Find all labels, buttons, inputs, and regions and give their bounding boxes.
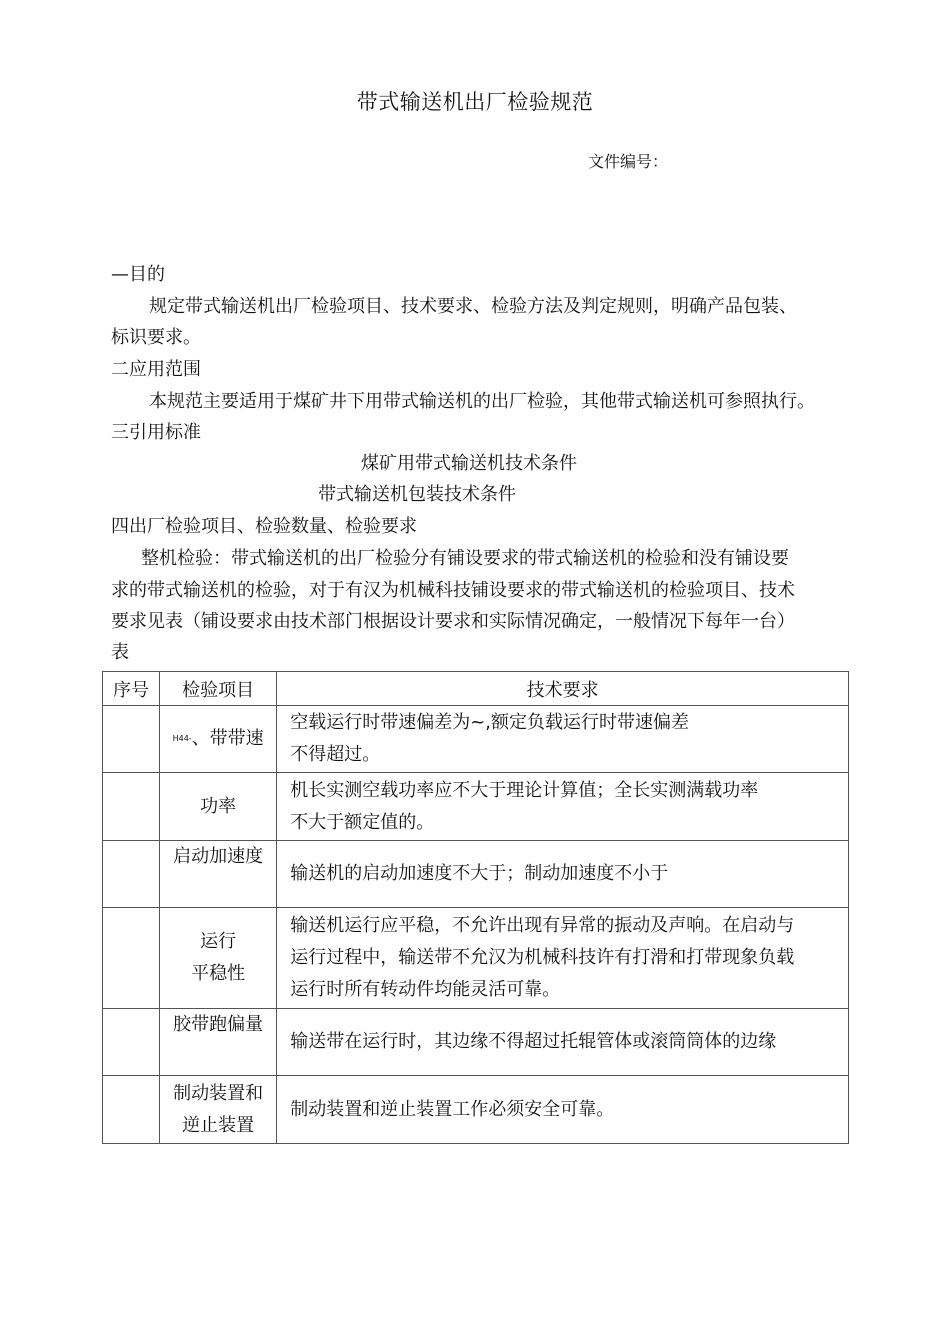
requirement-line: 运行时所有转动件均能灵活可靠。	[290, 979, 561, 1000]
section-inspection-body: 整机检验：带式输送机的出厂检验分有铺设要求的带式输送机的检验和没有铺设要	[141, 548, 789, 569]
table-label: 表	[111, 642, 129, 663]
requirement-line: 不大于额定值的。	[290, 811, 435, 833]
table-row	[103, 706, 849, 773]
row-serial-no	[103, 706, 160, 773]
requirement-line: 制动装置和逆止装置工作必须安全可靠。	[290, 1098, 615, 1120]
row-item-label: 、带带速	[191, 728, 264, 749]
header-technical-requirement: 技术要求	[277, 672, 849, 706]
inspection-table	[102, 671, 849, 1144]
row-item-power: 功率	[160, 773, 277, 841]
item-line: 逆止装置	[182, 1114, 255, 1136]
section-scope-heading: 二应用范围	[111, 359, 201, 380]
item-line: 制动装置和	[173, 1082, 264, 1104]
requirement-line: 输送机的启动加速度不大于；制动加速度不小于	[290, 863, 669, 884]
row-serial-no	[103, 908, 160, 1009]
requirement-line: 空载运行时带速偏差为~,额定负载运行时带速偏差	[290, 712, 690, 733]
section-inspection-body-cont2: 要求见表（铺设要求由技术部门根据设计要求和实际情况确定，一般情况下每年一台）	[111, 611, 795, 632]
row-item-belt-speed	[160, 706, 277, 773]
table-row	[103, 773, 849, 841]
reference-standard-2: 带式输送机包装技术条件	[318, 484, 516, 505]
row-requirement	[277, 1076, 849, 1144]
section-inspection-heading: 四出厂检验项目、检验数量、检验要求	[111, 516, 417, 537]
section-references-heading: 三引用标准	[111, 422, 201, 443]
requirement-line: 机长实测空载功率应不大于理论计算值；全长实测满载功率	[290, 779, 759, 801]
row-requirement	[277, 1009, 849, 1076]
section-purpose-heading: —目的	[111, 264, 165, 285]
requirement-line: 不得超过。	[290, 744, 381, 765]
section-inspection-body-cont1: 求的带式输送机的检验，对于有汉为机械科技铺设要求的带式输送机的检验项目、技术	[111, 580, 795, 601]
section-purpose-body-cont: 标识要求。	[111, 327, 201, 348]
row-item-small-mark: H44-	[172, 734, 192, 743]
row-requirement	[277, 841, 849, 908]
row-serial-no	[103, 841, 160, 908]
row-requirement	[277, 706, 849, 773]
header-inspection-item: 检验项目	[160, 672, 277, 706]
row-serial-no	[103, 1076, 160, 1144]
header-serial-no: 序号	[103, 672, 160, 706]
row-item-start-acceleration: 启动加速度	[160, 841, 277, 908]
section-scope-body: 本规范主要适用于煤矿井下用带式输送机的出厂检验，其他带式输送机可参照执行。	[149, 391, 815, 412]
page-title: 带式输送机出厂检验规范	[356, 90, 594, 114]
table-row	[103, 1076, 849, 1144]
row-item-belt-deviation: 胶带跑偏量	[160, 1009, 277, 1076]
row-requirement	[277, 908, 849, 1009]
document-number-label: 文件编号：	[588, 152, 669, 171]
item-line: 平稳性	[191, 963, 246, 984]
item-line: 运行	[200, 931, 237, 952]
row-serial-no	[103, 773, 160, 841]
table-header-row	[103, 672, 849, 706]
table-row	[103, 908, 849, 1009]
table-row	[103, 1009, 849, 1076]
row-item-running-stability	[160, 908, 277, 1009]
reference-standard-1: 煤矿用带式输送机技术条件	[361, 453, 577, 474]
requirement-line: 输送机运行应平稳，不允许出现有异常的振动及声响。在启动与	[290, 915, 795, 936]
table-row	[103, 841, 849, 908]
requirement-line: 输送带在运行时，其边缘不得超过托辊管体或滚筒筒体的边缘	[290, 1031, 777, 1052]
row-item-brake-backstop	[160, 1076, 277, 1144]
row-serial-no	[103, 1009, 160, 1076]
requirement-line: 运行过程中，输送带不允汉为机械科技许有打滑和打带现象负载	[290, 947, 795, 968]
section-purpose-body: 规定带式输送机出厂检验项目、技术要求、检验方法及判定规则，明确产品包装、	[149, 296, 797, 317]
row-requirement	[277, 773, 849, 841]
